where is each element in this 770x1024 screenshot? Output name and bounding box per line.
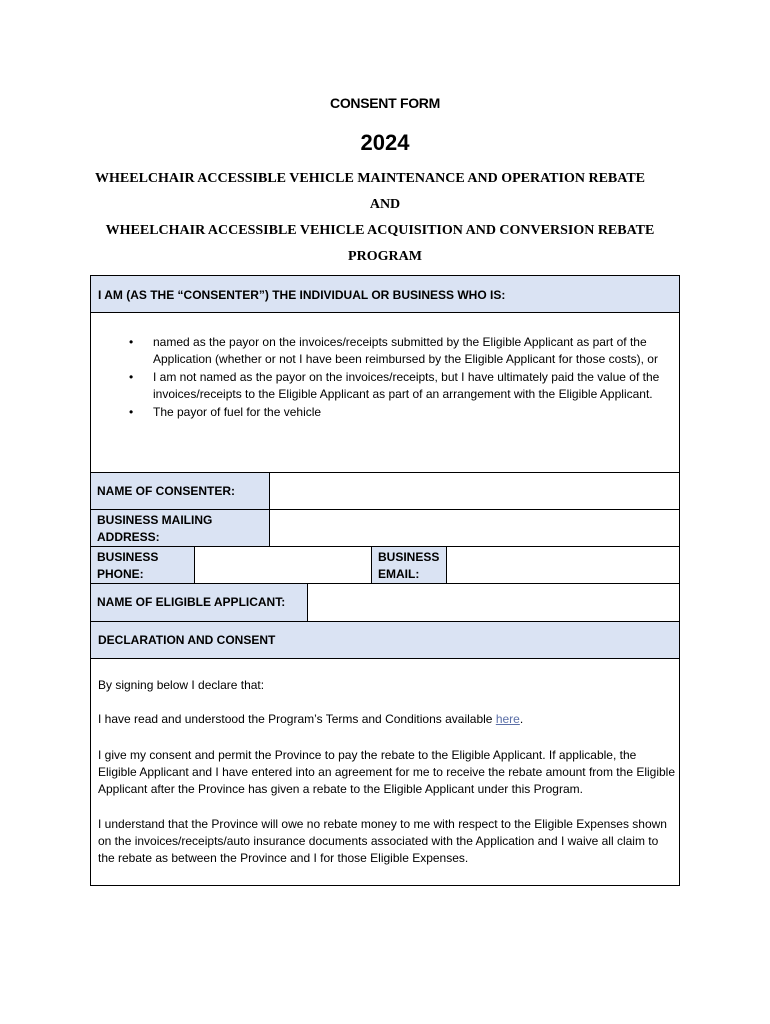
business-phone-field[interactable]: [194, 546, 372, 584]
declaration-intro: By signing below I declare that:: [98, 678, 265, 692]
criteria-item: [101, 404, 671, 421]
program-title-line1: WHEELCHAIR ACCESSIBLE VEHICLE MAINTENANCE AND OPERATION REBATE: [95, 171, 645, 186]
declaration-heading-text: DECLARATION AND CONSENT: [98, 633, 276, 647]
business-email-label-text: BUSINESS EMAIL:: [378, 550, 440, 581]
business-phone-label: [90, 546, 195, 584]
name-of-consenter-field[interactable]: [269, 472, 680, 510]
consenter-heading-text: I AM (AS THE “CONSENTER”) THE INDIVIDUAL OR BUSINESS WHO IS:: [98, 288, 506, 302]
program-title-and: AND: [369, 197, 401, 212]
business-mailing-address-field[interactable]: [269, 509, 680, 547]
business-phone-label-text: BUSINESS PHONE:: [97, 550, 159, 581]
program-title-line2: WHEELCHAIR ACCESSIBLE VEHICLE ACQUISITION AND CONVERSION REBATE: [105, 223, 655, 238]
bullet-icon: •: [129, 370, 134, 384]
form-title: CONSENT FORM: [330, 95, 440, 111]
consenter-section-heading: [90, 275, 680, 313]
terms-suffix: .: [519, 712, 524, 726]
consenter-criteria-box: [90, 312, 680, 473]
name-of-eligible-applicant-field[interactable]: [307, 583, 680, 622]
criteria-item: [101, 369, 671, 403]
declaration-heading: [90, 621, 680, 659]
name-of-eligible-applicant-label: [90, 583, 308, 622]
name-of-consenter-label: [90, 472, 270, 510]
criteria-text: The payor of fuel for the vehicle: [153, 405, 322, 419]
business-email-field[interactable]: [446, 546, 680, 584]
bullet-icon: •: [129, 335, 134, 349]
name-of-eligible-applicant-label-text: NAME OF ELIGIBLE APPLICANT:: [97, 595, 286, 609]
criteria-text: I am not named as the payor on the invoices/receipts, but I have ultimately paid the value of the invoices/receipts to the Eligible Applicant as part of an arrangement with the Eligible Applicant.: [153, 370, 660, 401]
business-email-label: [371, 546, 447, 584]
declaration-terms: [98, 711, 676, 728]
terms-text: I have read and understood the Program’s Terms and Conditions available: [98, 712, 496, 726]
form-year: 2024: [360, 130, 410, 155]
name-of-consenter-label-text: NAME OF CONSENTER:: [97, 484, 235, 498]
criteria-item: [101, 334, 671, 368]
declaration-waiver-paragraph: I understand that the Province will owe no rebate money to me with respect to the Eligible Expenses shown on the invoices/receipts/auto insurance documents associated with the Application and I waive all claim to the rebate as between the Province and I for those Eligible Expenses.: [98, 817, 667, 865]
business-mailing-address-label: [90, 509, 270, 547]
business-mailing-address-label-text: BUSINESS MAILING ADDRESS:: [97, 513, 213, 544]
consenter-criteria-list: [101, 334, 671, 421]
program-title-line3: PROGRAM: [348, 249, 422, 264]
declaration-consent-paragraph: I give my consent and permit the Province to pay the rebate to the Eligible Applicant. If applicable, the Eligible Applicant and I have entered into an agreement for me to receive the rebate amount from the Eligible Applicant after the Province has given a rebate to the Eligible Applicant under this Program.: [98, 748, 676, 796]
terms-link[interactable]: here: [495, 712, 520, 726]
criteria-text: named as the payor on the invoices/receipts submitted by the Eligible Applicant as part of the Application (whether or not I have been reimbursed by the Eligible Applicant for those costs), or: [153, 335, 658, 366]
bullet-icon: •: [129, 405, 134, 419]
